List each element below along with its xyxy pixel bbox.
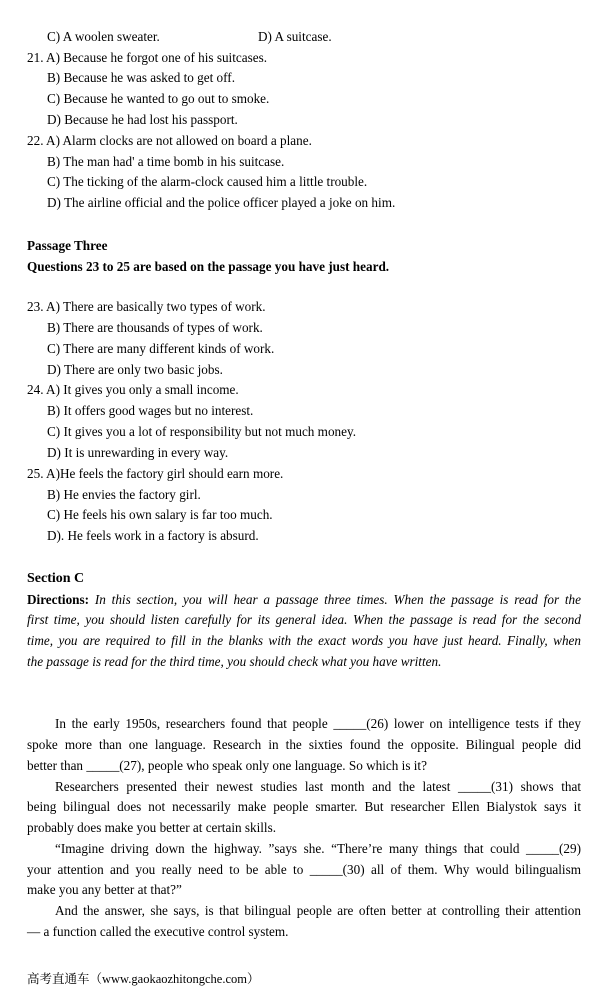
q23-option-c: C) There are many different kinds of work.: [47, 341, 275, 356]
passage-three-instruction: Questions 23 to 25 are based on the passage you have just heard.: [27, 259, 390, 274]
directions-line-4: the passage is read for the third time, you should check what you have written.: [27, 654, 442, 669]
passage-line: In the early 1950s, researchers found that people _____(26) lower on intelligence tests if they: [55, 716, 581, 731]
q22-option-b: B) The man had' a time bomb in his suitcase.: [47, 154, 285, 169]
directions-label: Directions:: [27, 592, 90, 607]
passage-line: probably does make you better at certain skills.: [27, 820, 277, 835]
q23-option-b: B) There are thousands of types of work.: [47, 320, 263, 335]
q24-option-c: C) It gives you a lot of responsibility but not much money.: [47, 424, 357, 439]
q25-option-a: 25. A)He feels the factory girl should earn more.: [27, 466, 284, 481]
passage-three-title: Passage Three: [27, 238, 108, 253]
q21-option-d: D) Because he had lost his passport.: [47, 112, 238, 127]
q21-option-a: 21. A) Because he forgot one of his suitcases.: [27, 50, 268, 65]
q22-option-a: 22. A) Alarm clocks are not allowed on board a plane.: [27, 133, 312, 148]
q25-option-c: C) He feels his own salary is far too much.: [47, 507, 273, 522]
q20-option-d: D) A suitcase.: [258, 29, 332, 44]
passage-line: Researchers presented their newest studies last month and the latest _____(31) shows that: [55, 779, 581, 794]
directions-line-3: time, you are required to fill in the blanks with the exact words you have just heard. Finally, when: [27, 633, 581, 648]
q24-option-d: D) It is unrewarding in every way.: [47, 445, 229, 460]
passage-line: your attention and you really need to be able to _____(30) all of them. Why would bilingualism: [27, 862, 581, 877]
passage-line: And the answer, she says, is that bilingual people are often better at controlling their attention: [55, 903, 581, 918]
q21-option-b: B) Because he was asked to get off.: [47, 70, 235, 85]
q22-option-d: D) The airline official and the police officer played a joke on him.: [47, 195, 396, 210]
section-c-title: Section C: [27, 571, 85, 586]
q23-option-a: 23. A) There are basically two types of work.: [27, 299, 266, 314]
passage-line: being bilingual does not necessarily make people smarter. But researcher Ellen Bialystok says it: [27, 799, 581, 814]
q24-option-b: B) It offers good wages but no interest.: [47, 403, 254, 418]
q20-option-c: C) A woolen sweater.: [47, 29, 160, 44]
q23-option-d: D) There are only two basic jobs.: [47, 362, 223, 377]
directions-line-2: first time, you should listen carefully for its general idea. When the passage is read for the second: [27, 612, 581, 627]
q25-option-b: B) He envies the factory girl.: [47, 487, 201, 502]
passage-line: — a function called the executive control system.: [27, 924, 289, 939]
passage-line: spoke more than one language. Research in the sixties found the opposite. Bilingual people did: [27, 737, 581, 752]
q25-option-d: D). He feels work in a factory is absurd.: [47, 528, 259, 543]
footer-source: 高考直通车（www.gaokaozhitongche.com）: [27, 972, 260, 986]
q22-option-c: C) The ticking of the alarm-clock caused him a little trouble.: [47, 174, 368, 189]
directions-text: In this section, you will hear a passage three times. When the passage is read for the: [94, 592, 581, 607]
directions-line-1: [27, 592, 581, 608]
q24-option-a: 24. A) It gives you only a small income.: [27, 382, 239, 397]
passage-line: better than _____(27), people who speak only one language. So which is it?: [27, 758, 427, 773]
passage-line: make you any better at that?”: [27, 882, 182, 897]
q21-option-c: C) Because he wanted to go out to smoke.: [47, 91, 270, 106]
passage-line: “Imagine driving down the highway. ”says she. “There’re many things that could _____(29): [55, 841, 581, 856]
